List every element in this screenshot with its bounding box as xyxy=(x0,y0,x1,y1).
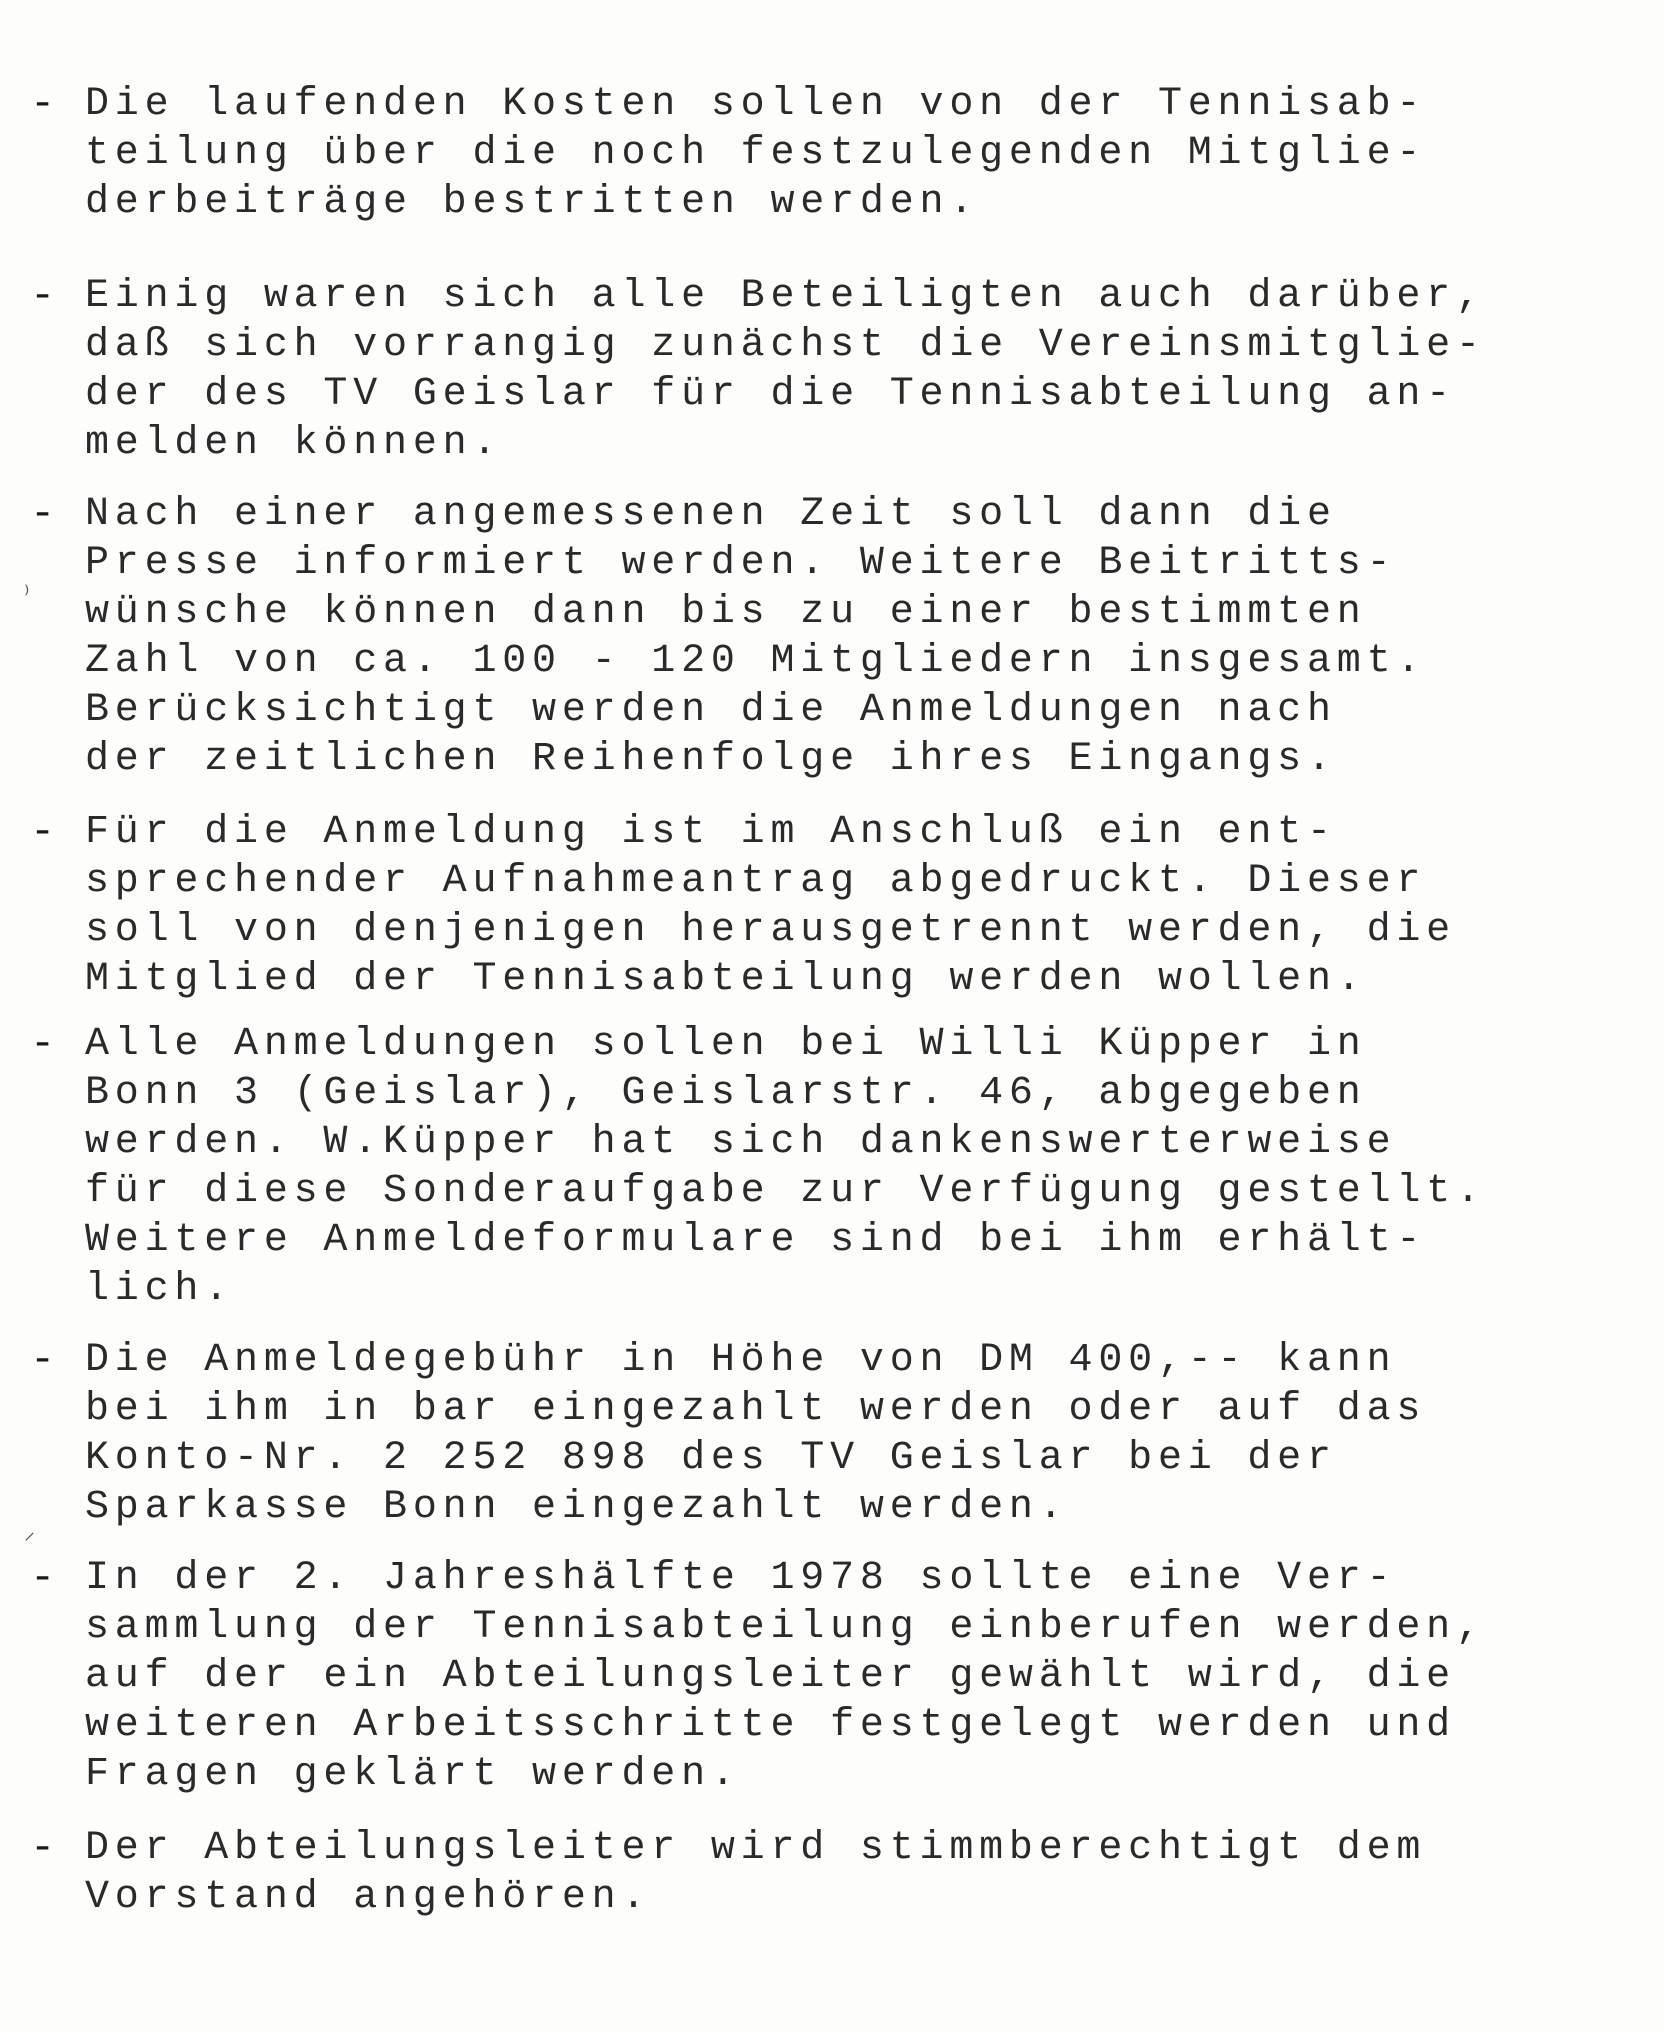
text-line: Der Abteilungsleiter wird stimmberechtigt dem xyxy=(85,1826,1427,1871)
text-line: sprechender Aufnahmeantrag abgedruckt. Dieser xyxy=(85,859,1427,904)
text-line: Sparkasse Bonn eingezahlt werden. xyxy=(85,1485,1069,1530)
text-line: lich. xyxy=(85,1267,235,1312)
bullet-dash: - xyxy=(30,272,56,320)
text-line: wünsche können dann bis zu einer bestimmten xyxy=(85,590,1367,635)
scan-mark: ⁾ xyxy=(24,582,30,607)
text-line: melden können. xyxy=(85,421,503,466)
text-line: Presse informiert werden. Weitere Beitritts- xyxy=(85,541,1397,586)
bullet-dash: - xyxy=(30,1824,56,1872)
text-line: Fragen geklärt werden. xyxy=(85,1752,741,1797)
text-line: Nach einer angemessenen Zeit soll dann die xyxy=(85,492,1337,537)
text-line: daß sich vorrangig zunächst die Vereinsmitglie- xyxy=(85,323,1486,368)
text-line: der des TV Geislar für die Tennisabteilung an- xyxy=(85,372,1456,417)
bullet-dash: - xyxy=(30,80,56,128)
text-line: auf der ein Abteilungsleiter gewählt wird, die xyxy=(85,1654,1456,1699)
text-line: Bonn 3 (Geislar), Geislarstr. 46, abgegeben xyxy=(85,1071,1367,1116)
text-line: derbeiträge bestritten werden. xyxy=(85,180,980,225)
text-line: Konto-Nr. 2 252 898 des TV Geislar bei der xyxy=(85,1436,1337,1481)
text-line: Weitere Anmeldeformulare sind bei ihm erhält- xyxy=(85,1218,1427,1263)
text-line: Die laufenden Kosten sollen von der Tennisab- xyxy=(85,82,1427,127)
bullet-dash: - xyxy=(30,808,56,856)
text-line: In der 2. Jahreshälfte 1978 sollte eine Ver- xyxy=(85,1556,1397,1601)
text-line: Zahl von ca. 100 - 120 Mitgliedern insgesamt. xyxy=(85,639,1427,684)
bullet-dash: - xyxy=(30,1336,56,1384)
bullet-dash: - xyxy=(30,1554,56,1602)
text-line: teilung über die noch festzulegenden Mitglie- xyxy=(85,131,1427,176)
text-line: Mitglied der Tennisabteilung werden wollen. xyxy=(85,957,1367,1002)
text-line: Berücksichtigt werden die Anmeldungen nach xyxy=(85,688,1337,733)
text-line: bei ihm in bar eingezahlt werden oder auf das xyxy=(85,1387,1427,1432)
text-line: der zeitlichen Reihenfolge ihres Eingangs. xyxy=(85,737,1337,782)
text-line: werden. W.Küpper hat sich dankenswerterweise xyxy=(85,1120,1397,1165)
text-line: weiteren Arbeitsschritte festgelegt werden und xyxy=(85,1703,1456,1748)
bullet-dash: - xyxy=(30,490,56,538)
text-line: Einig waren sich alle Beteiligten auch darüber, xyxy=(85,274,1486,319)
text-line: soll von denjenigen herausgetrennt werden, die xyxy=(85,908,1456,953)
text-line: sammlung der Tennisabteilung einberufen werden, xyxy=(85,1605,1486,1650)
text-line: Alle Anmeldungen sollen bei Willi Küpper in xyxy=(85,1022,1367,1067)
bullet-dash: - xyxy=(30,1020,56,1068)
text-line: Die Anmeldegebühr in Höhe von DM 400,-- kann xyxy=(85,1338,1397,1383)
text-line: für diese Sonderaufgabe zur Verfügung gestellt. xyxy=(85,1169,1486,1214)
scan-mark: ⸝ xyxy=(24,1520,36,1545)
text-line: Für die Anmeldung ist im Anschluß ein ent- xyxy=(85,810,1337,855)
text-line: Vorstand angehören. xyxy=(85,1875,652,1920)
